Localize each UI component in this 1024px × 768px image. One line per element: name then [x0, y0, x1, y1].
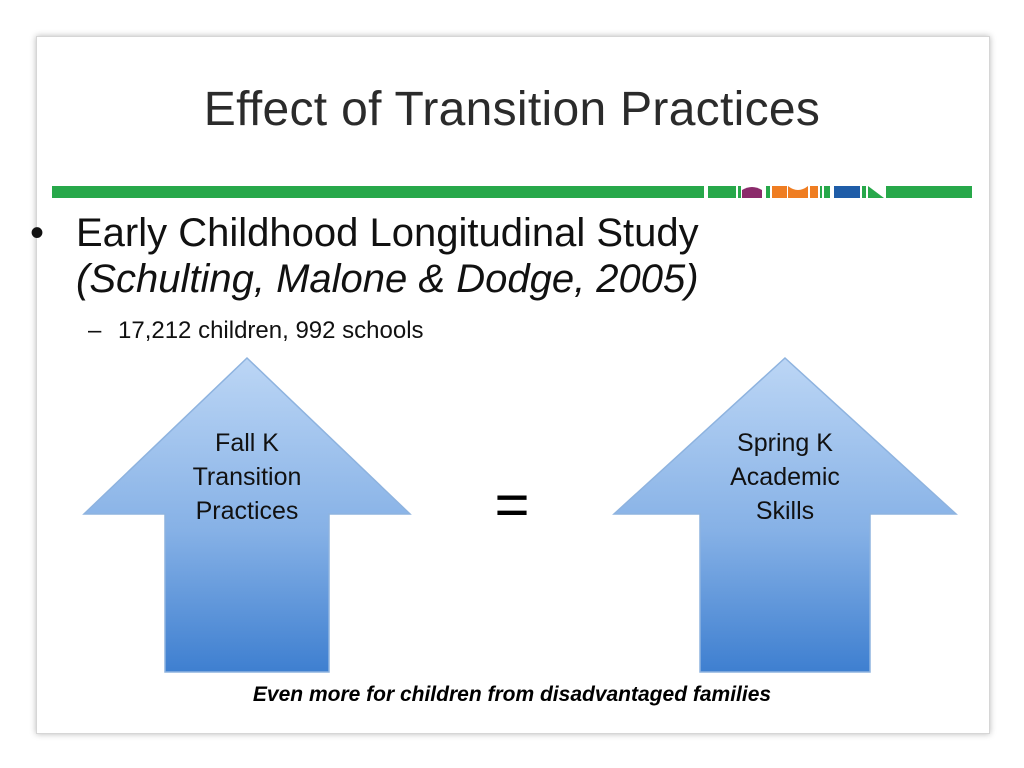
- left-arrow-line-2: Transition: [192, 463, 302, 491]
- left-up-arrow: [82, 356, 412, 674]
- right-arrow-label: [612, 426, 958, 528]
- left-arrow-label: [82, 426, 412, 528]
- sub-bullet-marker: –: [88, 317, 102, 344]
- sub-bullet-text: 17,212 children, 992 schools: [118, 317, 424, 344]
- right-arrow-line-1: Spring K: [737, 429, 833, 457]
- left-arrow-line-3: Practices: [195, 497, 299, 525]
- bullet-study-heading: Early Childhood Longitudinal Study: [76, 211, 699, 255]
- bullet-study-citation: (Schulting, Malone & Dodge, 2005): [76, 257, 699, 301]
- bullet-study-text: [76, 210, 699, 302]
- title-accent-bar: [52, 186, 972, 198]
- bullet-marker: •: [30, 211, 45, 255]
- slide-title: Effect of Transition Practices: [203, 83, 821, 136]
- right-up-arrow: [612, 356, 942, 674]
- right-arrow-line-2: Academic: [730, 463, 840, 491]
- slide-footnote: Even more for children from disadvantaged families: [252, 683, 772, 706]
- sub-bullet-sample: [88, 316, 424, 346]
- equals-sign: =: [494, 471, 530, 538]
- left-arrow-line-1: Fall K: [215, 429, 279, 457]
- right-arrow-line-3: Skills: [755, 497, 815, 525]
